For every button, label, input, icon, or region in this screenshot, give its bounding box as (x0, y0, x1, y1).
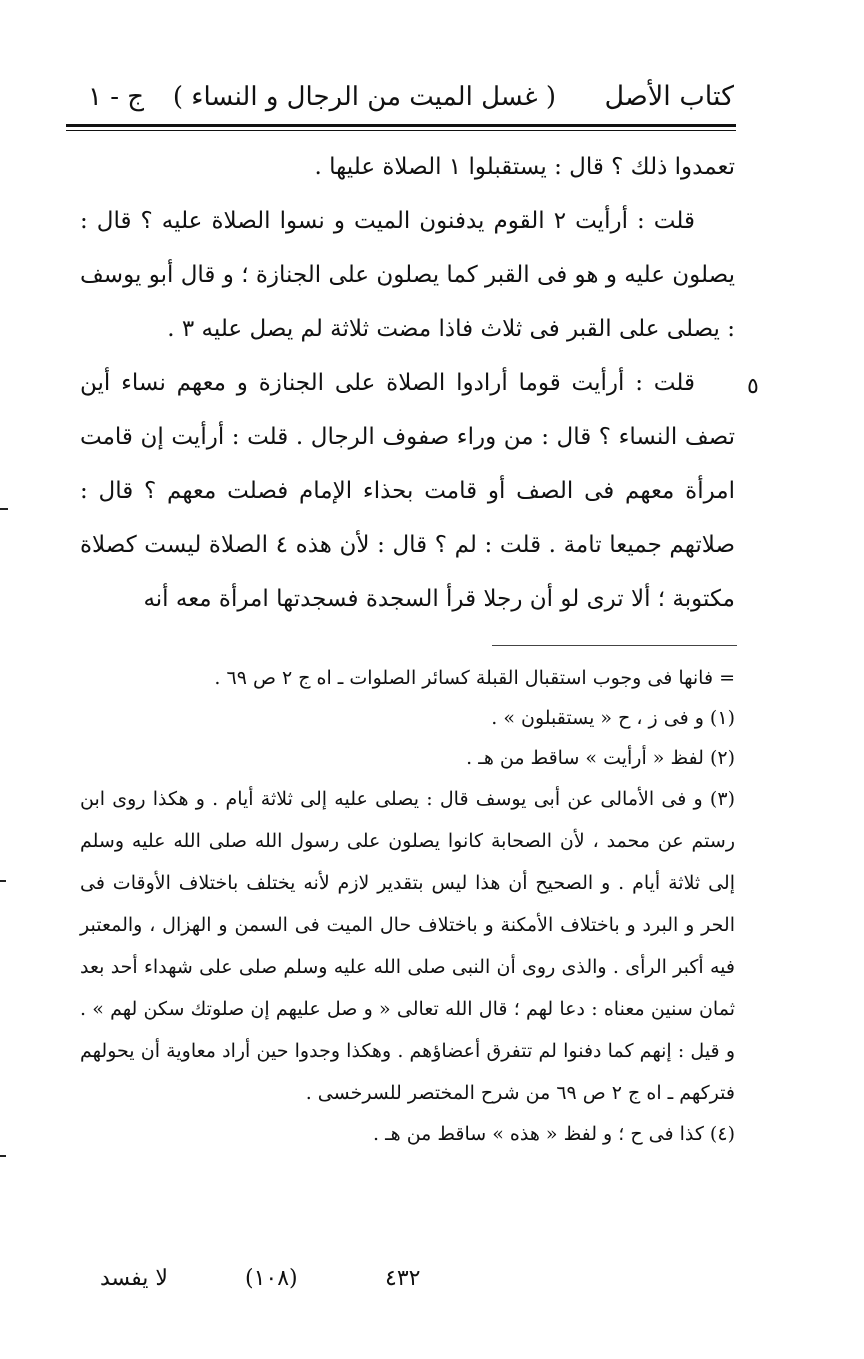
page-footer (90, 1262, 730, 1302)
volume-number: ج - ١ (88, 82, 145, 112)
footnote: (٢) لفظ « أرأيت » ساقط من هـ . (466, 747, 735, 769)
page-number: ٤٣٢ (385, 1266, 421, 1291)
catchword: لا يفسد (100, 1266, 168, 1291)
footnote-separator (492, 645, 737, 646)
scan-edge-mark (0, 880, 6, 882)
scan-edge-mark (0, 1155, 6, 1157)
folio-number: (١٠٨) (245, 1266, 298, 1291)
footnote: (٤) كذا فى ح ؛ و لفظ « هذه » ساقط من هـ . (373, 1123, 735, 1145)
paragraph: تعمدوا ذلك ؟ قال : يستقبلوا ١ الصلاة عليها . (314, 154, 735, 180)
main-text-body (80, 140, 735, 626)
header-rule-thick (66, 124, 736, 127)
chapter-title: ( غسل الميت من الرجال و النساء ) (172, 82, 556, 112)
footnote: (٣) و فى الأمالى عن أبى يوسف قال : يصلى عليه إلى ثلاثة أيام . و هكذا روى ابن رستم عن محمد ، لأن الصحابة كانوا يصلون على رسول الله صلى الله عليه وسلم إلى ثلاثة أيام . و الصحيح أن هذا ليس بتقدير لازم لأنه يختلف باختلاف الأوقات فى الحر و البرد و باختلاف الأمكنة و باختلاف حال الميت فى السمن و الهزال ، والمعتبر فيه أكبر الرأى . والذى روى أن النبى صلى الله عليه وسلم صلى على شهداء أحد بعد ثمان سنين معناه : دعا لهم ؛ قال الله تعالى « و صل عليهم إن صلوتك سكن لهم » . و قيل : إنهم كما دفنوا لم تتفرق أعضاؤهم . وهكذا وجدوا حين أراد معاوية أن يحولهم فتركهم ـ اه ج ٢ ص ٦٩ من شرح المختصر للسرخسى . (80, 788, 735, 1104)
paragraph: قلت : أرأيت ٢ القوم يدفنون الميت و نسوا الصلاة عليه ؟ قال : يصلون عليه و هو فى القبر كما يصلون على الجنازة ؛ و قال أبو يوسف : يصلى على القبر فى ثلاث فاذا مضت ثلاثة لم يصل عليه ٣ . (80, 208, 735, 342)
header-rule-thin (66, 130, 736, 131)
footnotes (80, 658, 735, 1154)
scan-edge-mark (0, 508, 8, 510)
margin-line-number: ٥ (747, 374, 759, 399)
running-header (70, 72, 734, 122)
footnote-continuation: = فانها فى وجوب استقبال القبلة كسائر الصلوات ـ اه ج ٢ ص ٦٩ . (214, 667, 735, 689)
footnote: (١) و فى ز ، ح « يستقبلون » . (491, 707, 735, 729)
book-title: كتاب الأصل (604, 81, 734, 112)
paragraph: قلت : أرأيت قوما أرادوا الصلاة على الجنازة و معهم نساء أين تصف النساء ؟ قال : من وراء صفوف الرجال . قلت : أرأيت إن قامت امرأة معهم فى الصف أو قامت بحذاء الإمام فصلت معهم ؟ قال : صلاتهم جميعا تامة . قلت : لم ؟ قال : لأن هذه ٤ الصلاة ليست كصلاة مكتوبة ؛ ألا ترى لو أن رجلا قرأ السجدة فسجدتها امرأة معه أنه (80, 370, 735, 612)
